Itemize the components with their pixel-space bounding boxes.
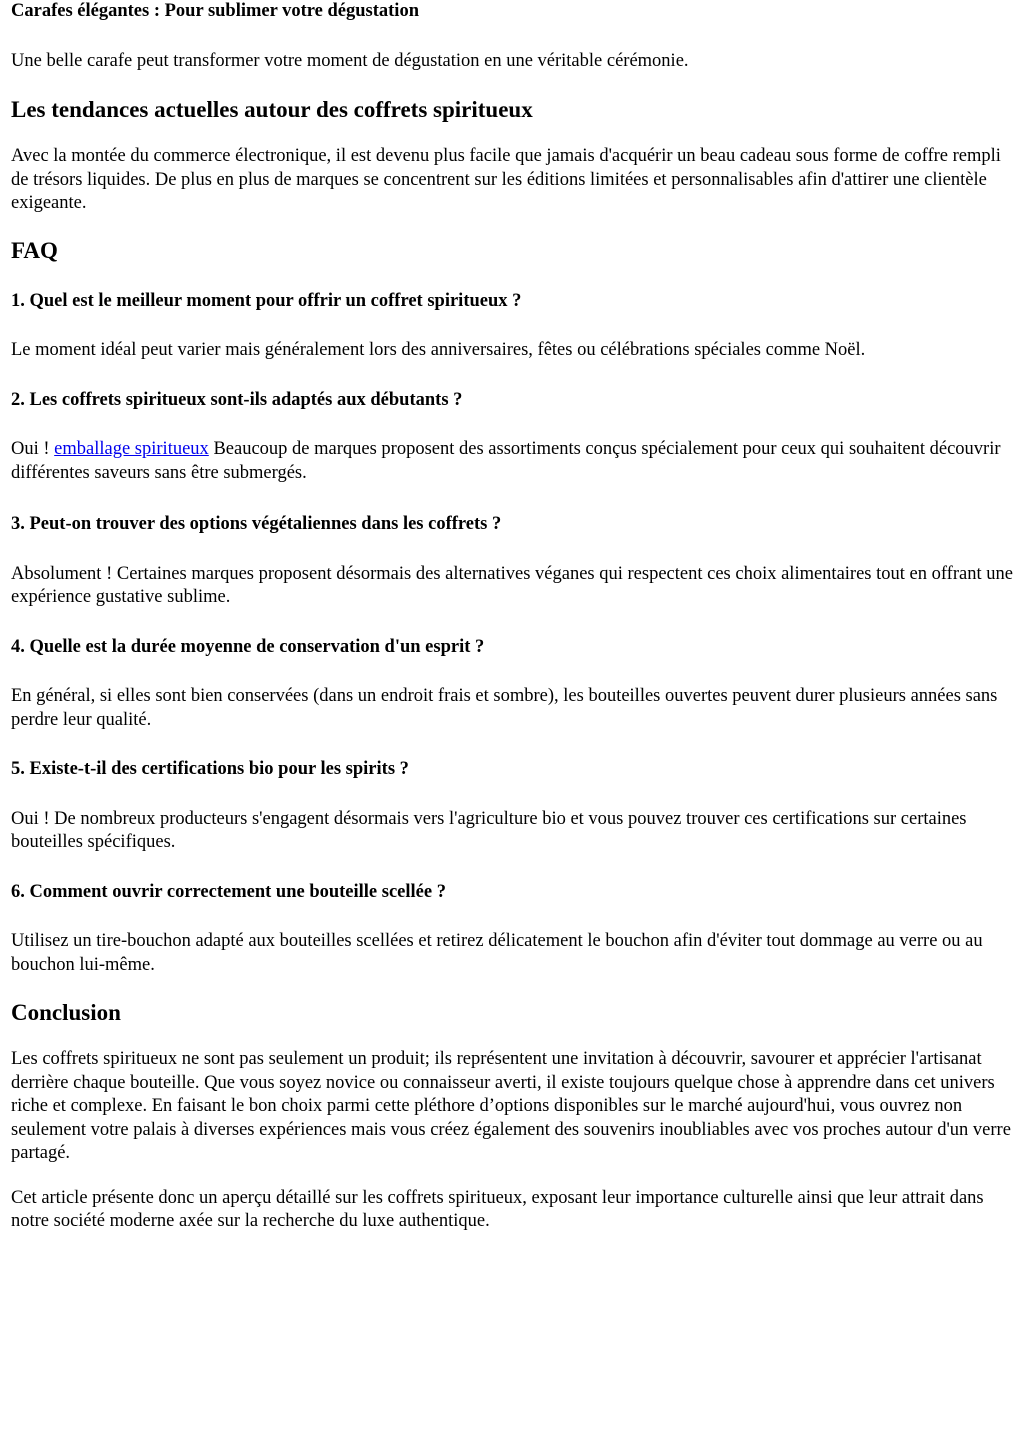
- faq-answer-2-prefix: Oui !: [11, 439, 55, 459]
- faq-question-1: 1. Quel est le meilleur moment pour offrir un coffret spiritueux ?: [11, 290, 522, 311]
- conclusion-paragraph-2: Cet article présente donc un aperçu détaillé sur les coffrets spiritueux, exposant leur importance culturelle ainsi que leur attrait dans notre société moderne axée sur la recherche du luxe authentique.: [11, 1187, 984, 1231]
- conclusion-paragraph-1: Les coffrets spiritueux ne sont pas seulement un produit; ils représentent une invitation à découvrir, savourer et apprécier l'artisanat derrière chaque bouteille. Que vous soyez novice ou connaisseur averti, il existe toujours quelque chose à apprendre dans cet univers riche et complexe. En faisant le bon choix parmi cette pléthore d’options disponibles sur le marché aujourd'hui, vous ouvrez non seulement votre palais à diverses expériences mais vous créez également des souvenirs inoubliables avec vos proches autour d'un verre partagé.: [11, 1049, 1011, 1163]
- faq-answer-6: Utilisez un tire-bouchon adapté aux bouteilles scellées et retirez délicatement le bouchon afin d'éviter tout dommage au verre ou au bouchon lui-même.: [11, 931, 983, 975]
- faq-question-2: 2. Les coffrets spiritueux sont-ils adaptés aux débutants ?: [11, 389, 463, 410]
- conclusion-heading: Conclusion: [11, 1000, 121, 1025]
- faq-heading: FAQ: [11, 237, 58, 263]
- tendances-heading: Les tendances actuelles autour des coffrets spiritueux: [11, 97, 533, 122]
- faq-answer-4: En général, si elles sont bien conservées (dans un endroit frais et sombre), les bouteilles ouvertes peuvent durer plusieurs années sans perdre leur qualité.: [11, 686, 998, 730]
- faq-question-6: 6. Comment ouvrir correctement une bouteille scellée ?: [11, 881, 446, 902]
- faq-question-4: 4. Quelle est la durée moyenne de conservation d'un esprit ?: [11, 636, 485, 657]
- faq-answer-5: Oui ! De nombreux producteurs s'engagent désormais vers l'agriculture bio et vous pouvez trouver ces certifications sur certaines bouteilles spécifiques.: [11, 808, 967, 852]
- faq-question-3: 3. Peut-on trouver des options végétaliennes dans les coffrets ?: [11, 514, 502, 534]
- faq-question-5: 5. Existe-t-il des certifications bio pour les spirits ?: [11, 759, 409, 779]
- carafes-heading: Carafes élégantes : Pour sublimer votre dégustation: [11, 1, 419, 21]
- emballage-spiritueux-link[interactable]: emballage spiritueux: [54, 439, 209, 459]
- faq-answer-2: [11, 438, 1013, 485]
- faq-answer-1: Le moment idéal peut varier mais généralement lors des anniversaires, fêtes ou célébrations spéciales comme Noël.: [11, 340, 866, 360]
- faq-answer-2-suffix: Beaucoup de marques proposent des assortiments conçus spécialement pour ceux qui souhaitent découvrir différentes saveurs sans être submergés.: [11, 439, 1001, 483]
- faq-answer-3: Absolument ! Certaines marques proposent désormais des alternatives véganes qui respectent ces choix alimentaires tout en offrant une expérience gustative sublime.: [11, 563, 1013, 607]
- carafes-paragraph: Une belle carafe peut transformer votre moment de dégustation en une véritable cérémonie.: [11, 50, 689, 71]
- tendances-paragraph: Avec la montée du commerce électronique, il est devenu plus facile que jamais d'acquérir un beau cadeau sous forme de coffre rempli de trésors liquides. De plus en plus de marques se concentrent sur les éditions limitées et personnalisables afin d'attirer une clientèle exigeante.: [11, 146, 1001, 213]
